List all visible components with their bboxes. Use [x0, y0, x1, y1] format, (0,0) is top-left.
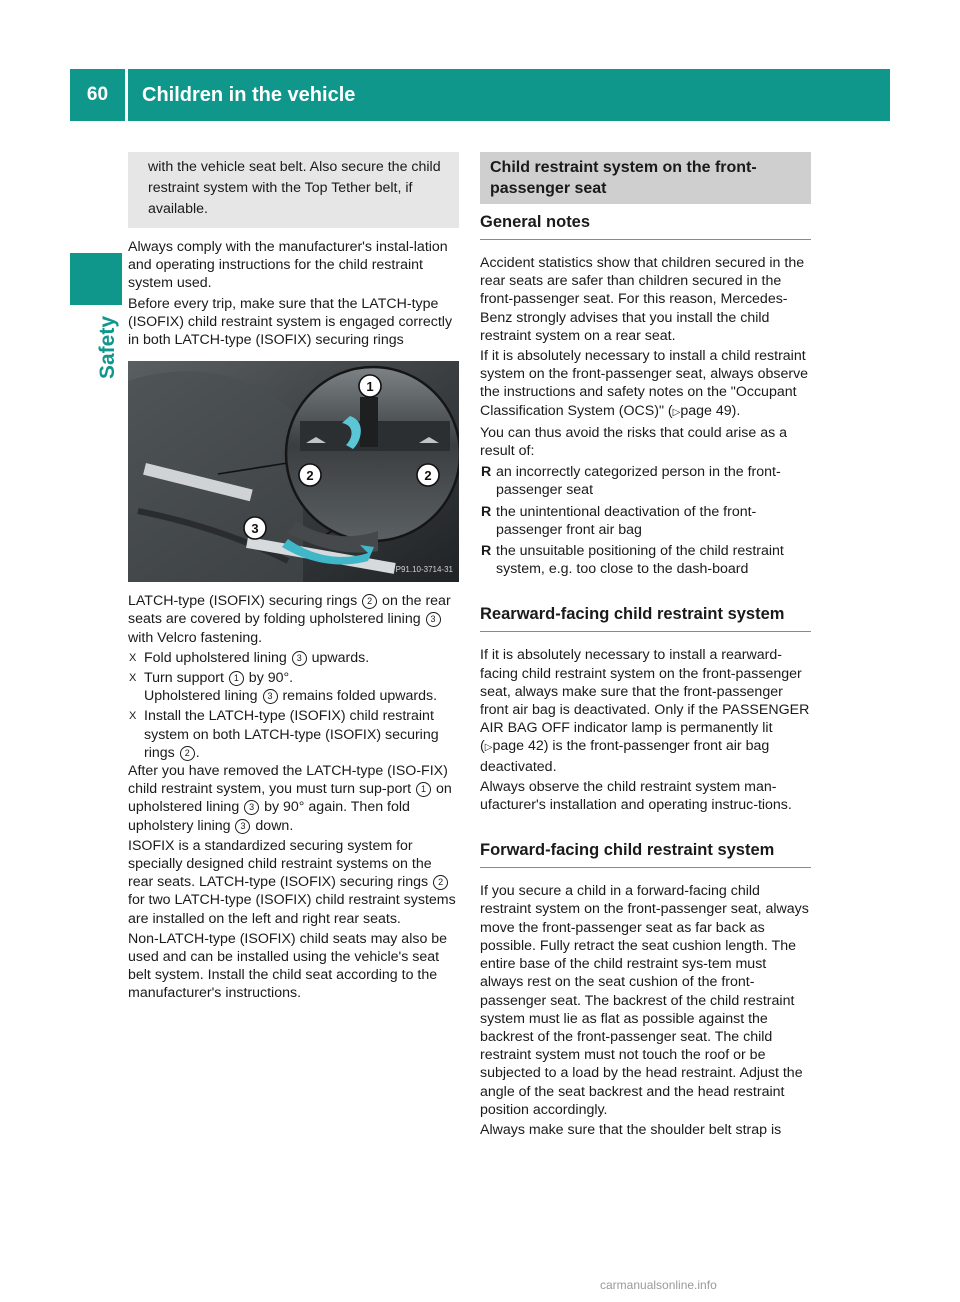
side-tab-label: Safety [96, 316, 119, 380]
paragraph: Always comply with the manufacturer's instal-lation and operating instructions for the child restraint system used. [128, 239, 448, 292]
paragraph: LATCH-type (ISOFIX) securing rings 2 on the rear seats are covered by folding upholstered lining 3 with Velcro fastening. [128, 593, 451, 646]
paragraph: Always make sure that the shoulder belt strap is [480, 1121, 782, 1138]
paragraph: Before every trip, make sure that the LATCH-type (ISOFIX) child restraint system is engaged correctly in both LATCH-type (ISOFIX) securing rings [128, 295, 453, 349]
paragraph: Non-LATCH-type (ISOFIX) child seats may also be used and can be installed using the vehicle's seat belt system. Install the child seat according to the manufacturer's instructions. [128, 930, 448, 1002]
paragraph: Always observe the child restraint system man-ufacturer's installation and operating instruc-tions. [480, 778, 792, 814]
figure-id: P91.10-3714-31 [395, 565, 453, 575]
step-arrow-icon: X [129, 651, 137, 664]
step-arrow-icon: X [129, 710, 137, 723]
heading-rearward-facing: Rearward-facing child restraint system [480, 596, 811, 632]
callout-2-right [417, 464, 439, 486]
chapter-title: Children in the vehicle [142, 83, 356, 106]
isofix-illustration [128, 361, 459, 582]
paragraph: After you have removed the LATCH-type (ISO-FIX) child restraint system, you must turn sup-port 1 on upholstered lining 3 by 90° again. Then fold upholstery lining 3 down. [128, 763, 452, 834]
footer-watermark: carmanualsonline.info [600, 1278, 717, 1292]
callout-1-label: 1 [366, 379, 374, 395]
list-item: R the unintentional deactivation of the front-passenger front air bag [481, 503, 757, 538]
callout-3-label: 3 [251, 521, 259, 537]
heading-general-notes: General notes [480, 204, 811, 240]
page-ref-link[interactable]: page 49 [680, 402, 732, 419]
section-title: Child restraint system on the front-passenger seat [480, 152, 811, 204]
paragraph: If you secure a child in a forward-facing child restraint system on the front-passenger seat, always move the front-passenger seat as far back as possible. Fully retract the seat cushion length. The entire base of the child restraint sys-tem must always rest on the seat cushion of the front-passenger seat. The backrest of the child restraint system must lie as flat as possible against the backrest of the front-passenger seat. The child restraint system must not touch the roof or be subjected to a load by the head restraint. Adjust the angle of the seat backrest and the head restraint position accordingly. [480, 883, 809, 1118]
left-column [128, 152, 459, 1003]
step-item: X Turn support 1 by 90°. Upholstered lining 3 remains folded upwards. [129, 670, 438, 705]
callout-3 [244, 517, 266, 539]
list-item: R an incorrectly categorized person in the front-passenger seat [481, 464, 781, 499]
list-item: R the unsuitable positioning of the child restraint system, e.g. too close to the dash-board [481, 543, 784, 578]
page-ref-icon: ▷ [672, 406, 681, 418]
page-ref-link[interactable]: page 42 [492, 738, 544, 755]
right-column [480, 152, 811, 1139]
paragraph: If it is absolutely necessary to install a rearward-facing child restraint system on the front-passenger seat, always make sure that the front-passenger front air bag is deactivated. Only if the PASSENGER AIR BAG OFF indicator lamp is permanently lit (▷page 42) is the front-passenger front air bag deactivated. [480, 647, 810, 775]
bullet-icon: R [481, 503, 492, 520]
callout-1 [359, 375, 381, 397]
paragraph: ISOFIX is a standardized securing system for specially designed child restraint systems on the rear seats. LATCH-type (ISOFIX) securing rings 2 for two LATCH-type (ISOFIX) child restraint systems are installed on the left and right rear seats. [128, 837, 456, 927]
step-arrow-icon: X [129, 672, 137, 685]
callout-2-right-label: 2 [424, 468, 432, 484]
ref-circle: 3 [426, 612, 441, 627]
page-number: 60 [86, 84, 109, 105]
heading-forward-facing: Forward-facing child restraint system [480, 832, 811, 868]
step-item: X Fold upholstered lining 3 upwards. [129, 649, 370, 666]
bullet-icon: R [481, 464, 492, 481]
paragraph: If it is absolutely necessary to install a child restraint system on the front-passenger seat, always observe the instructions and safety notes on the "Occupant Classification System (OCS)" (▷page 49). [480, 348, 809, 419]
page-ref-icon: ▷ [484, 742, 493, 754]
paragraph: You can thus avoid the risks that could arise as a result of: [480, 424, 788, 460]
ref-circle: 2 [362, 594, 377, 609]
isofix-figure [128, 361, 459, 582]
callout-2-left [299, 464, 321, 486]
header-divider [125, 69, 128, 121]
side-tab-block [70, 253, 122, 305]
step-item: X Install the LATCH-type (ISOFIX) child restraint system on both LATCH-type (ISOFIX) securing rings 2 . [129, 708, 439, 761]
callout-2-left-label: 2 [306, 468, 314, 484]
note-box: with the vehicle seat belt. Also secure the child restraint system with the Top Tether belt, if available. [128, 152, 459, 228]
bullet-icon: R [481, 543, 492, 560]
paragraph: Accident statistics show that children secured in the rear seats are safer than children secured in the front-passenger seat. For this reason, Mercedes-Benz strongly advises that you install the child restraint system on a rear seat. [480, 255, 805, 344]
